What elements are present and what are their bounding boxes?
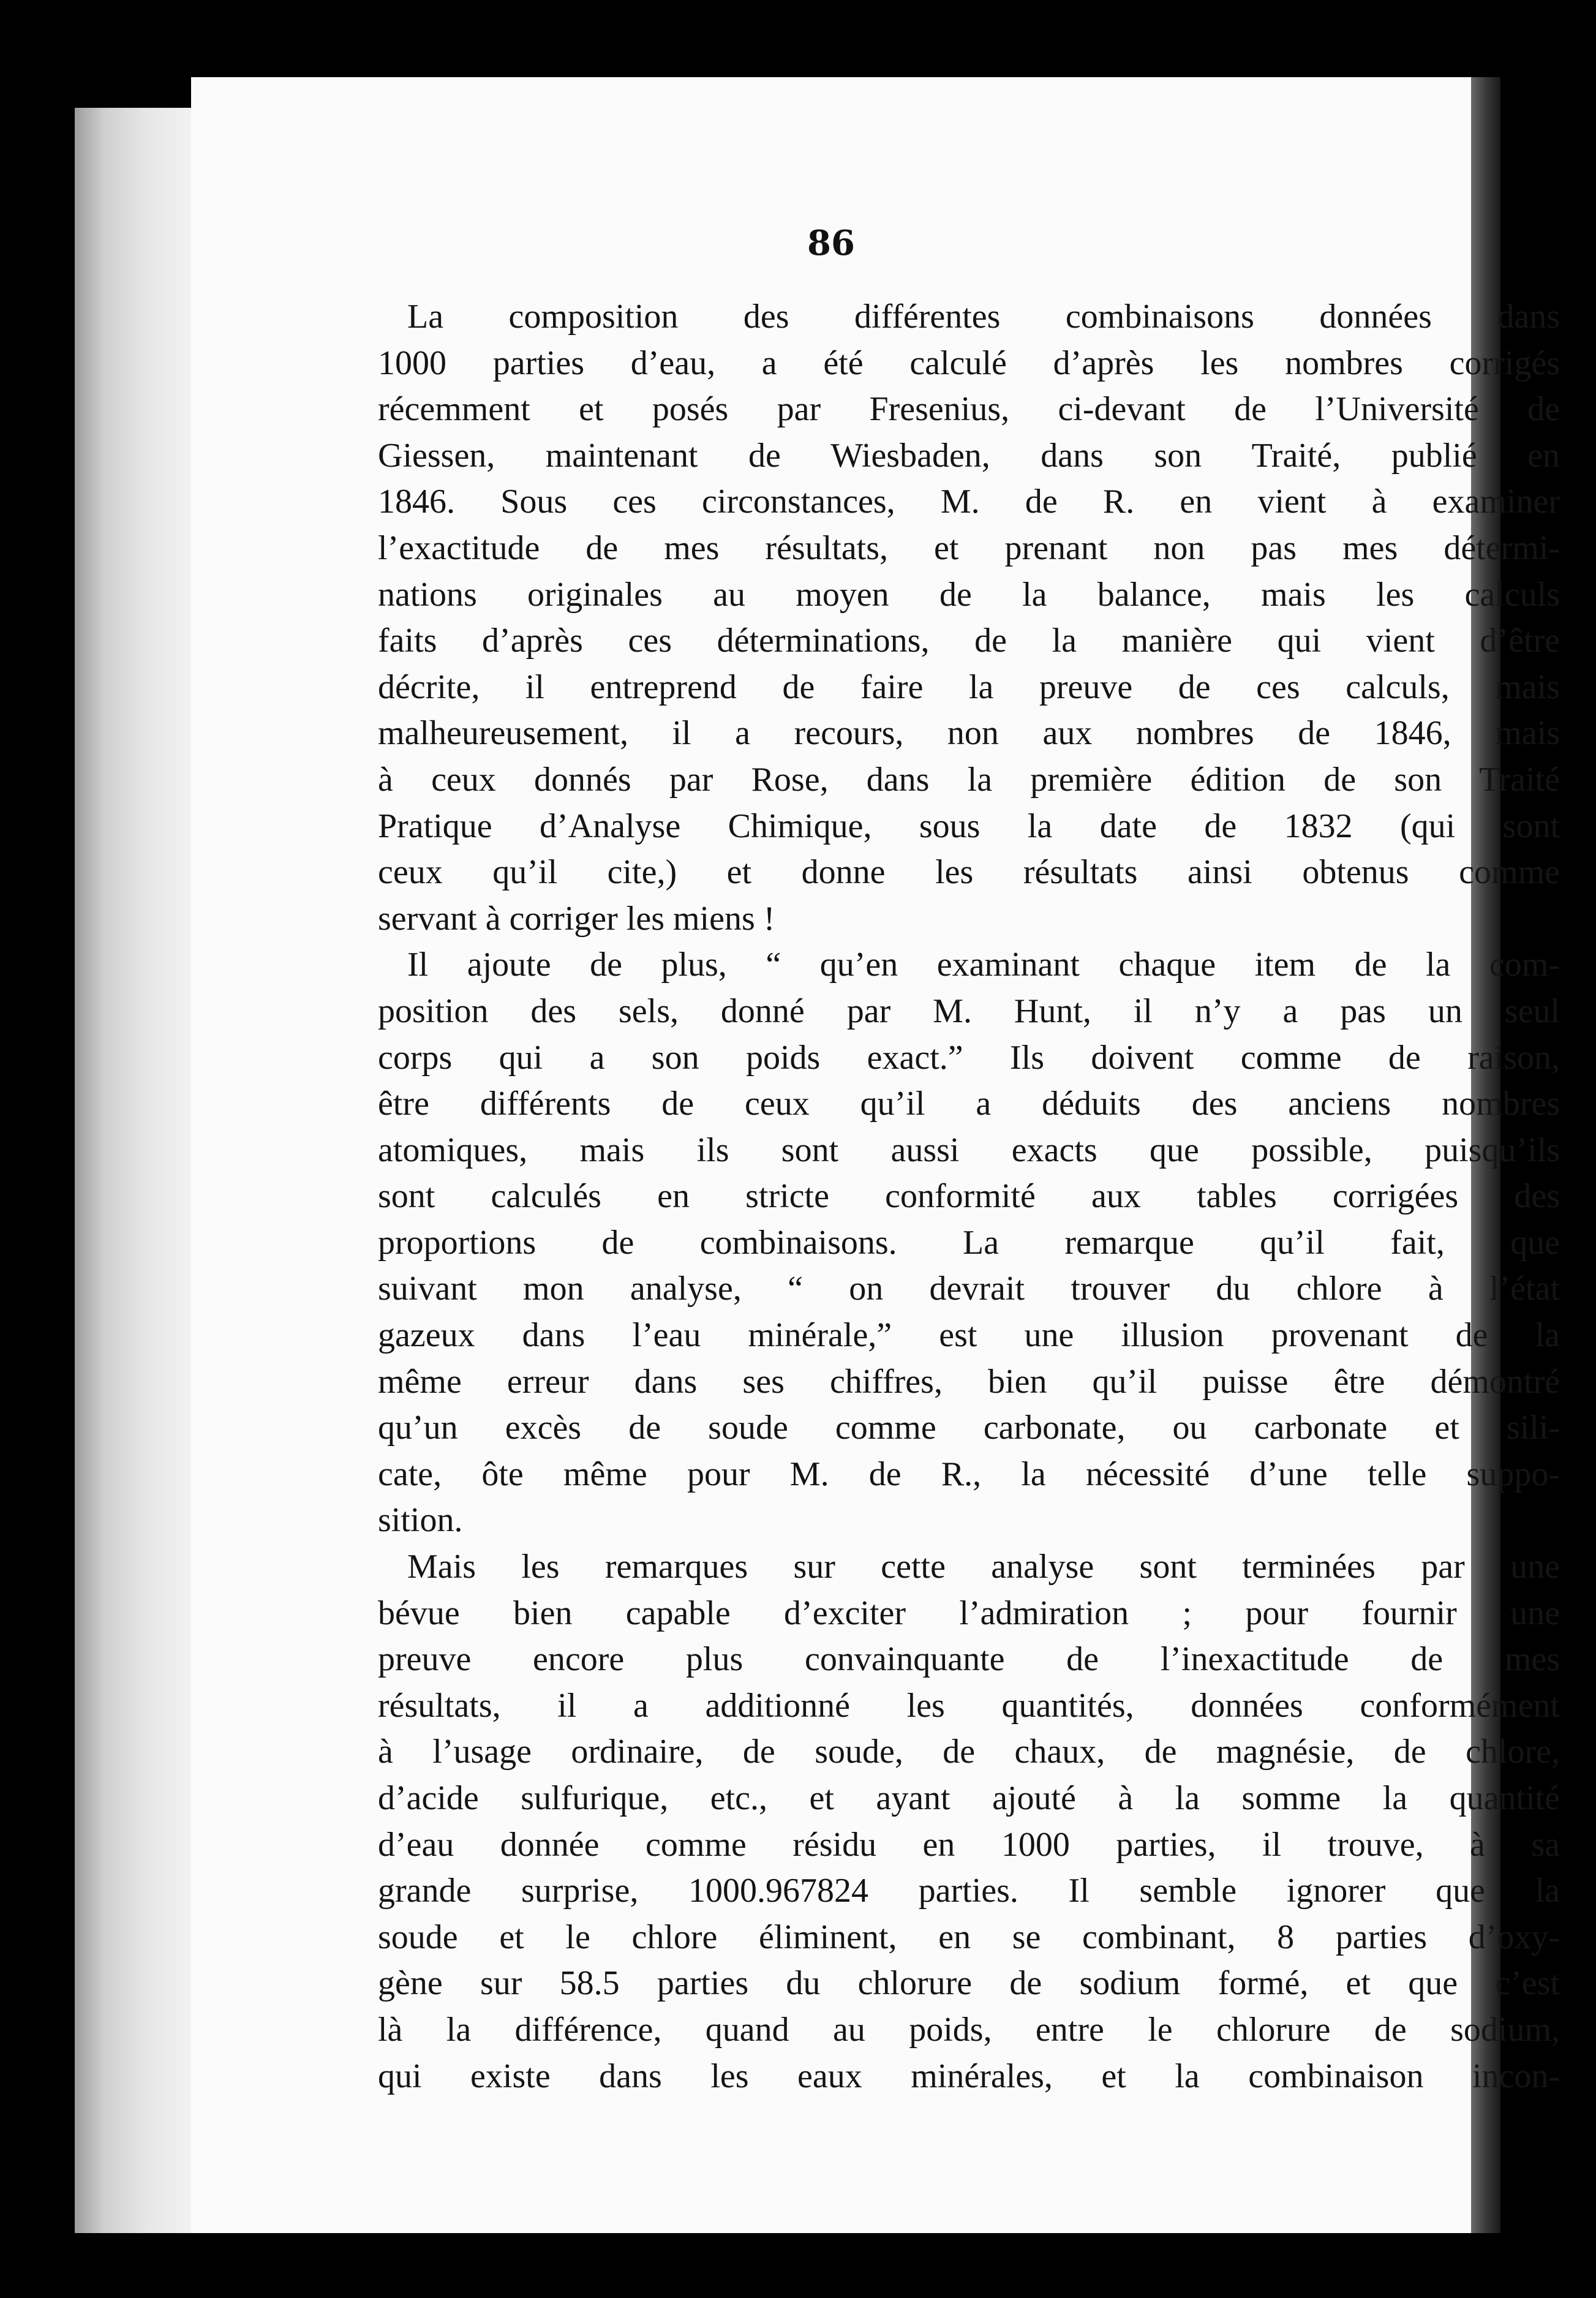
text-line: La composition des différentes combinaisons données dans (407, 298, 1560, 336)
text-line: Mais les remarques sur cette analyse sont terminées par une (407, 1548, 1560, 1586)
text-line: cate, ôte même pour M. de R., la nécessité d’une telle suppo- (378, 1455, 1560, 1493)
book-page (191, 77, 1560, 2233)
text-line: l’exactitude de mes résultats, et prenant non pas mes détermi- (378, 529, 1560, 567)
text-line: récemment et posés par Fresenius, ci-devant de l’Université de (378, 390, 1560, 429)
text-line: faits d’après ces déterminations, de la manière qui vient d’être (378, 622, 1560, 660)
text-line: soude et le chlore éliminent, en se combinant, 8 parties d’oxy- (378, 1918, 1560, 1956)
text-line: qu’un excès de soude comme carbonate, ou carbonate et sili- (378, 1409, 1560, 1447)
text-line: à l’usage ordinaire, de soude, de chaux, de magnésie, de chlore, (378, 1733, 1560, 1771)
text-line: gazeux dans l’eau minérale,” est une illusion provenant de la (378, 1316, 1560, 1355)
text-line: résultats, il a additionné les quantités, données conformément (378, 1686, 1560, 1725)
text-line: être différents de ceux qu’il a déduits des anciens nombres (378, 1085, 1560, 1123)
text-line: gène sur 58.5 parties du chlorure de sodium formé, et que c’est (378, 1964, 1560, 2003)
text-line: sont calculés en stricte conformité aux tables corrigées des (378, 1177, 1560, 1216)
text-line: d’eau donnée comme résidu en 1000 parties, il trouve, à sa (378, 1825, 1560, 1864)
text-line: à ceux donnés par Rose, dans la première édition de son Traité (378, 760, 1560, 799)
text-line: proportions de combinaisons. La remarque qu’il fait, que (378, 1223, 1560, 1262)
text-line: même erreur dans ses chiffres, bien qu’il puisse être démontré (378, 1362, 1560, 1401)
text-line: qui existe dans les eaux minérales, et la combinaison incon- (378, 2057, 1560, 2095)
text-line: décrite, il entreprend de faire la preuve de ces calculs, mais (378, 668, 1560, 706)
text-line: sition. (378, 1501, 463, 1540)
text-line: Giessen, maintenant de Wiesbaden, dans son Traité, publié en (378, 436, 1560, 475)
text-line: preuve encore plus convainquante de l’inexactitude de mes (378, 1640, 1560, 1679)
book-page-edges-left (75, 108, 191, 2233)
text-line: 1846. Sous ces circonstances, M. de R. en vient à examiner (378, 483, 1560, 521)
body-text (378, 294, 1560, 2100)
text-line: corps qui a son poids exact.” Ils doivent comme de raison, (378, 1038, 1560, 1077)
text-line: atomiques, mais ils sont aussi exacts que possible, puisqu’ils (378, 1131, 1560, 1169)
text-line: nations originales au moyen de la balance, mais les calculs (378, 575, 1560, 614)
text-line: là la différence, quand au poids, entre le chlorure de sodium, (378, 2010, 1560, 2049)
text-line: bévue bien capable d’exciter l’admiration ; pour fournir une (378, 1594, 1560, 1632)
text-line: grande surprise, 1000.967824 parties. Il semble ignorer que la (378, 1872, 1560, 1910)
text-line: ceux qu’il cite,) et donne les résultats ainsi obtenus comme (378, 853, 1560, 892)
text-line: servant à corriger les miens ! (378, 899, 775, 938)
text-line: malheureusement, il a recours, non aux nombres de 1846, mais (378, 714, 1560, 753)
text-line: Pratique d’Analyse Chimique, sous la date de 1832 (qui sont (378, 807, 1560, 845)
text-line: d’acide sulfurique, etc., et ayant ajouté à la somme la quantité (378, 1779, 1560, 1817)
text-line: suivant mon analyse, “ on devrait trouver du chlore à l’état (378, 1270, 1560, 1308)
page-number: 86 (807, 223, 855, 263)
text-line: Il ajoute de plus, “ qu’en examinant chaque item de la com- (407, 946, 1560, 984)
text-line: position des sels, donné par M. Hunt, il n’y a pas un seul (378, 992, 1560, 1030)
text-line: 1000 parties d’eau, a été calculé d’après les nombres corrigés (378, 344, 1560, 382)
